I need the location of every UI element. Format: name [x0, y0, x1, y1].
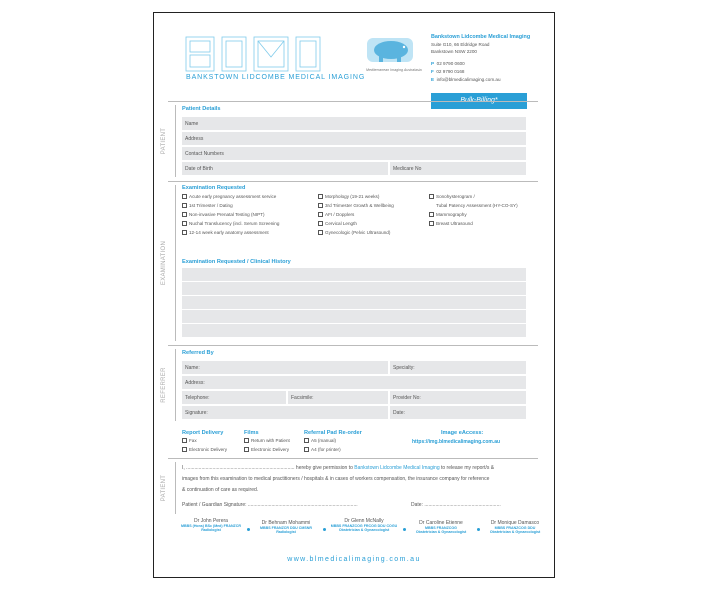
referrer-address-field[interactable]	[182, 376, 526, 389]
referrer-specialty-label: Specialty:	[393, 365, 415, 371]
patient-name-label: Name	[185, 121, 199, 127]
consent-section-label: PATIENT	[168, 462, 176, 514]
bulk-billing-badge: Bulk-Billing*	[431, 93, 527, 109]
phone-number: 02 9790 0600	[436, 61, 465, 66]
doctor-entry: Dr Monique Damasco MBBS FRANZCOG DDU Obstetrician & Gynaecologist	[489, 520, 541, 534]
report-delivery-title: Report Delivery	[182, 430, 224, 436]
patient-signature-line[interactable]: Patient / Guardian Signature: ...............................................................................	[182, 502, 358, 508]
phone-label: P	[431, 61, 435, 66]
exam-option[interactable]: 3rd Trimester Growth & Wellbeing	[318, 203, 394, 208]
checkbox[interactable]	[318, 194, 323, 199]
exam-option[interactable]: Sonohysterogram /	[429, 194, 475, 199]
mascot-logo	[366, 35, 416, 65]
email-address: info@blmedicalimaging.com.au	[436, 77, 501, 82]
report-delivery-option[interactable]: Electronic Delivery	[182, 447, 227, 452]
referrer-specialty-field[interactable]	[390, 361, 526, 374]
patient-dob-field[interactable]	[182, 162, 388, 175]
fax-number: 02 9790 0168	[436, 69, 465, 74]
clinical-history-line[interactable]	[182, 310, 526, 324]
patient-medicare-label: Medicare No	[393, 166, 422, 172]
checkbox[interactable]	[318, 212, 323, 217]
exam-option[interactable]: Mammography	[429, 212, 467, 217]
logo-caption: BANKSTOWN LIDCOMBE MEDICAL IMAGING	[186, 74, 366, 81]
referrer-facsimile-label: Facsimile:	[291, 395, 314, 401]
patient-address-label: Address	[185, 136, 204, 142]
clinical-history-title: Examination Requested / Clinical History	[182, 259, 291, 265]
referral-pad-title: Referral Pad Re-order	[304, 430, 362, 436]
referrer-facsimile-field[interactable]	[288, 391, 388, 404]
clinical-history-line[interactable]	[182, 324, 526, 338]
films-option[interactable]: Return with Patient	[244, 438, 290, 443]
referrer-name-label: Name:	[185, 365, 200, 371]
checkbox[interactable]	[182, 438, 187, 443]
checkbox[interactable]	[318, 203, 323, 208]
exam-option[interactable]: AFI / Dopplers	[318, 212, 354, 217]
films-title: Films	[244, 430, 259, 436]
exam-option[interactable]: Cervical Length	[318, 221, 357, 226]
checkbox[interactable]	[304, 438, 309, 443]
checkbox[interactable]	[244, 438, 249, 443]
exam-option[interactable]: Morphology (19-21 weeks)	[318, 194, 379, 199]
checkbox[interactable]	[182, 230, 187, 235]
referrer-date-field[interactable]	[390, 406, 526, 419]
email-label: E	[431, 77, 435, 82]
patient-name-field[interactable]	[182, 117, 526, 130]
checkbox[interactable]	[182, 194, 187, 199]
clinical-history-line[interactable]	[182, 296, 526, 310]
image-eaccess-title: Image eAccess:	[441, 430, 484, 436]
patient-contact-field[interactable]	[182, 147, 526, 160]
doctor-entry: Dr John Perera MBBS (Hons) BSc (Med) FRANZCR Radiologist	[181, 518, 241, 532]
footer-website[interactable]: www.blmedicalimaging.com.au	[287, 556, 421, 563]
exam-option[interactable]: Non-invasive Prenatal Testing (NIPT)	[182, 212, 265, 217]
checkbox[interactable]	[429, 194, 434, 199]
referrer-telephone-label: Telephone:	[185, 395, 210, 401]
address-line-1: Suite G10, 66 Eldridge Road	[431, 42, 490, 47]
doctor-entry: Dr Behnam Mohammi MBBS FRANZCR DDU CMSNR Radiologist	[260, 520, 312, 534]
exam-option-continued: Tubal Patency Assessment (HY-CO-SY)	[436, 203, 518, 208]
consent-line-1: I, .............................................................................. hereby give permission to Bankstown Lidcombe Medical Imaging to release my report/s &	[182, 465, 495, 471]
checkbox[interactable]	[244, 447, 249, 452]
patient-medicare-field[interactable]	[390, 162, 526, 175]
exam-option[interactable]: Gynecologic (Pelvic Ultrasound)	[318, 230, 390, 235]
exam-option[interactable]: Acute early pregnancy assessment service	[182, 194, 276, 199]
mascot-caption: Mediterranean Imaging Australasia	[366, 68, 422, 72]
exam-option[interactable]: 1st Trimester / Dating	[182, 203, 233, 208]
doctor-entry: Dr Caroline Etienne MBBS FRANZCOG Obstetrician & Gynaecologist	[415, 520, 467, 534]
referrer-name-field[interactable]	[182, 361, 388, 374]
checkbox[interactable]	[182, 447, 187, 452]
referrer-telephone-field[interactable]	[182, 391, 286, 404]
checkbox[interactable]	[429, 221, 434, 226]
checkbox[interactable]	[304, 447, 309, 452]
doctor-entry: Dr Glenn McNally MBBS FRANZCOG FRCOG DDU COGU Obstetrician & Gynaecologist	[330, 518, 398, 532]
checkbox[interactable]	[182, 203, 187, 208]
patient-details-title: Patient Details	[182, 106, 221, 112]
examination-section-label: EXAMINATION	[168, 185, 176, 341]
referral-pad-option[interactable]: A4 (for printer)	[304, 447, 341, 452]
exam-option[interactable]: Nuchal Translucency (incl. Serum Screening	[182, 221, 279, 226]
report-delivery-option[interactable]: Fax	[182, 438, 197, 443]
exam-option[interactable]: 12-14 week early anatomy assessment	[182, 230, 269, 235]
clinical-history-line[interactable]	[182, 268, 526, 282]
exam-option[interactable]: Breast Ultrasound	[429, 221, 473, 226]
referrer-signature-field[interactable]	[182, 406, 388, 419]
checkbox[interactable]	[318, 221, 323, 226]
clinical-history-line[interactable]	[182, 282, 526, 296]
consent-line-2: images from this examination to medical practitioners / hospitals & in cases of workers compensation, the insurance company for reference	[182, 476, 490, 482]
patient-date-line[interactable]: Date: .......................................................	[411, 502, 501, 508]
address-line-2: Bankstown NSW 2200	[431, 49, 477, 54]
referral-form-page	[153, 12, 555, 578]
blmi-logo	[184, 35, 324, 73]
referrer-section-label: REFERRER	[168, 349, 176, 421]
referrer-date-label: Date:	[393, 410, 405, 416]
patient-section-label: PATIENT	[168, 105, 176, 177]
patient-contact-label: Contact Numbers	[185, 151, 224, 157]
referrer-signature-label: Signature:	[185, 410, 208, 416]
checkbox[interactable]	[318, 230, 323, 235]
referrer-address-label: Address:	[185, 380, 205, 386]
checkbox[interactable]	[182, 212, 187, 217]
checkbox[interactable]	[182, 221, 187, 226]
referred-by-title: Referred By	[182, 350, 214, 356]
image-eaccess-link[interactable]: https://img.blmedicalimaging.com.au	[412, 439, 501, 445]
films-option[interactable]: Electronic Delivery	[244, 447, 289, 452]
referral-pad-option[interactable]: A5 (manual)	[304, 438, 336, 443]
patient-address-field[interactable]	[182, 132, 526, 145]
patient-dob-label: Date of Birth	[185, 166, 213, 172]
referrer-provider-label: Provider No:	[393, 395, 421, 401]
examination-requested-title: Examination Requested	[182, 185, 246, 191]
checkbox[interactable]	[429, 212, 434, 217]
fax-label: F	[431, 69, 434, 74]
practice-name: Bankstown Lidcombe Medical Imaging	[431, 34, 531, 40]
referrer-provider-field[interactable]	[390, 391, 526, 404]
consent-line-3: & continuation of care as required.	[182, 487, 259, 493]
